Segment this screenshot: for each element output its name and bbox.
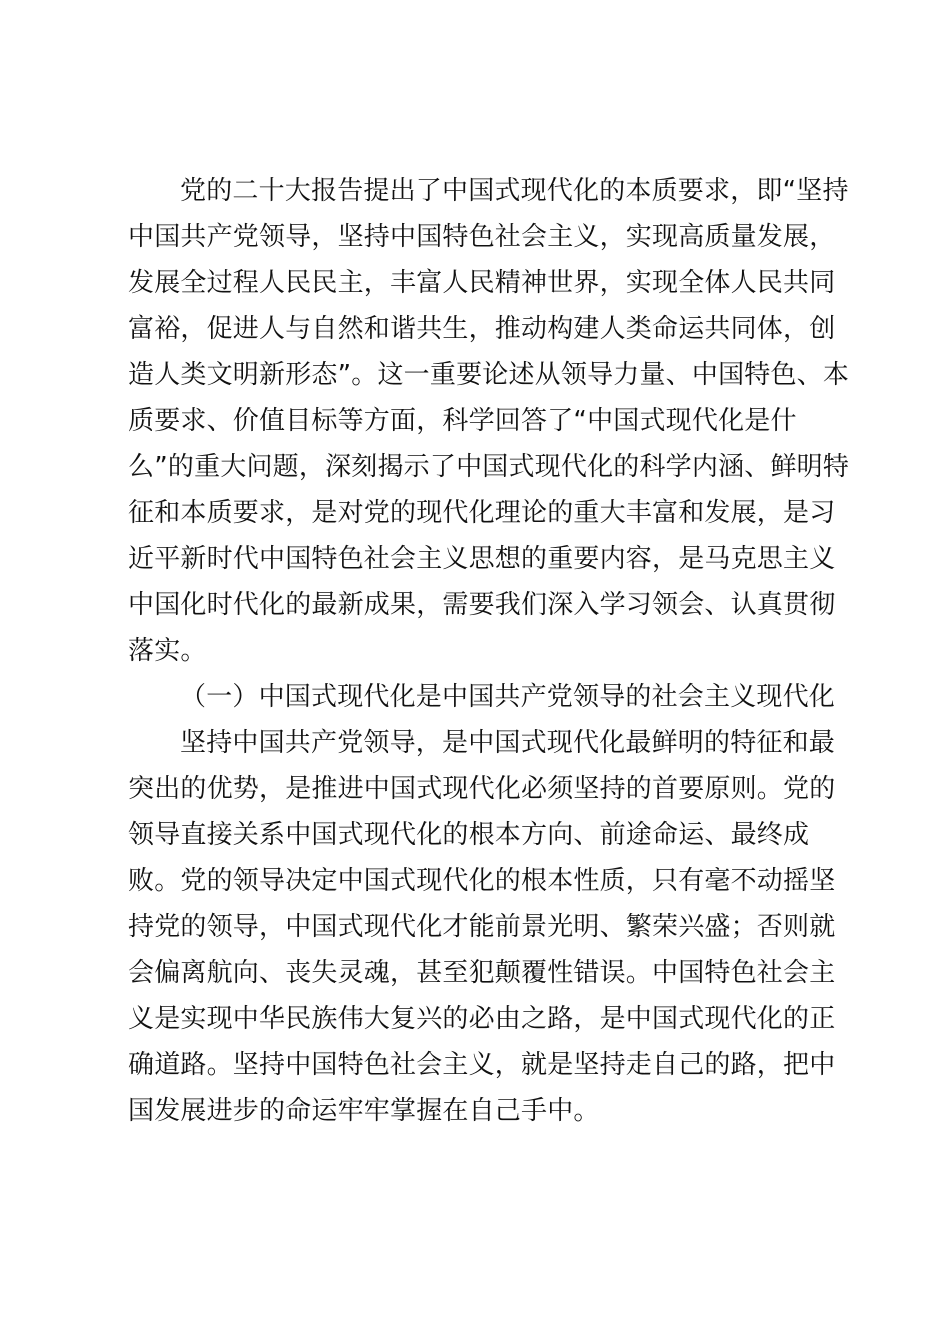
paragraph-line: 国发展进步的命运牢牢掌握在自己手中。 bbox=[128, 1096, 600, 1126]
document-body bbox=[128, 168, 850, 1134]
paragraph-line: 突出的优势，是推进中国式现代化必须坚持的首要原则。党的 bbox=[128, 774, 836, 804]
paragraph-line: 中国化时代化的最新成果，需要我们深入学习领会、认真贯彻 bbox=[128, 590, 836, 620]
paragraph-line: 确道路。坚持中国特色社会主义，就是坚持走自己的路，把中 bbox=[128, 1050, 836, 1080]
paragraph-line: 败。党的领导决定中国式现代化的根本性质，只有毫不动摇坚 bbox=[128, 866, 836, 896]
section-heading: （一）中国式现代化是中国共产党领导的社会主义现代化 bbox=[180, 682, 836, 712]
paragraph-line: 中国共产党领导，坚持中国特色社会主义，实现高质量发展， bbox=[128, 222, 836, 252]
paragraph-section-one bbox=[128, 720, 836, 1134]
paragraph-line: 持党的领导，中国式现代化才能前景光明、繁荣兴盛；否则就 bbox=[128, 912, 836, 942]
paragraph-line: 坚持中国共产党领导，是中国式现代化最鲜明的特征和最 bbox=[180, 728, 836, 758]
paragraph-line: 会偏离航向、丧失灵魂，甚至犯颠覆性错误。中国特色社会主 bbox=[128, 958, 836, 988]
paragraph-line: 近平新时代中国特色社会主义思想的重要内容，是马克思主义 bbox=[128, 544, 836, 574]
paragraph-line: 义是实现中华民族伟大复兴的必由之路，是中国式现代化的正 bbox=[128, 1004, 836, 1034]
paragraph-line: 领导直接关系中国式现代化的根本方向、前途命运、最终成 bbox=[128, 820, 810, 850]
paragraph-line: 造人类文明新形态”。这一重要论述从领导力量、中国特色、本 bbox=[128, 360, 850, 390]
paragraph-line: 党的二十大报告提出了中国式现代化的本质要求，即“坚持 bbox=[180, 176, 849, 206]
paragraph-line: 发展全过程人民民主，丰富人民精神世界，实现全体人民共同 bbox=[128, 268, 836, 298]
paragraph-intro bbox=[128, 168, 850, 674]
paragraph-line: 富裕，促进人与自然和谐共生，推动构建人类命运共同体，创 bbox=[128, 314, 836, 344]
paragraph-line: 质要求、价值目标等方面，科学回答了“中国式现代化是什 bbox=[128, 406, 797, 436]
paragraph-line: 征和本质要求，是对党的现代化理论的重大丰富和发展，是习 bbox=[128, 498, 836, 528]
paragraph-line: 落实。 bbox=[128, 636, 207, 666]
paragraph-line: 么”的重大问题，深刻揭示了中国式现代化的科学内涵、鲜明特 bbox=[128, 452, 850, 482]
